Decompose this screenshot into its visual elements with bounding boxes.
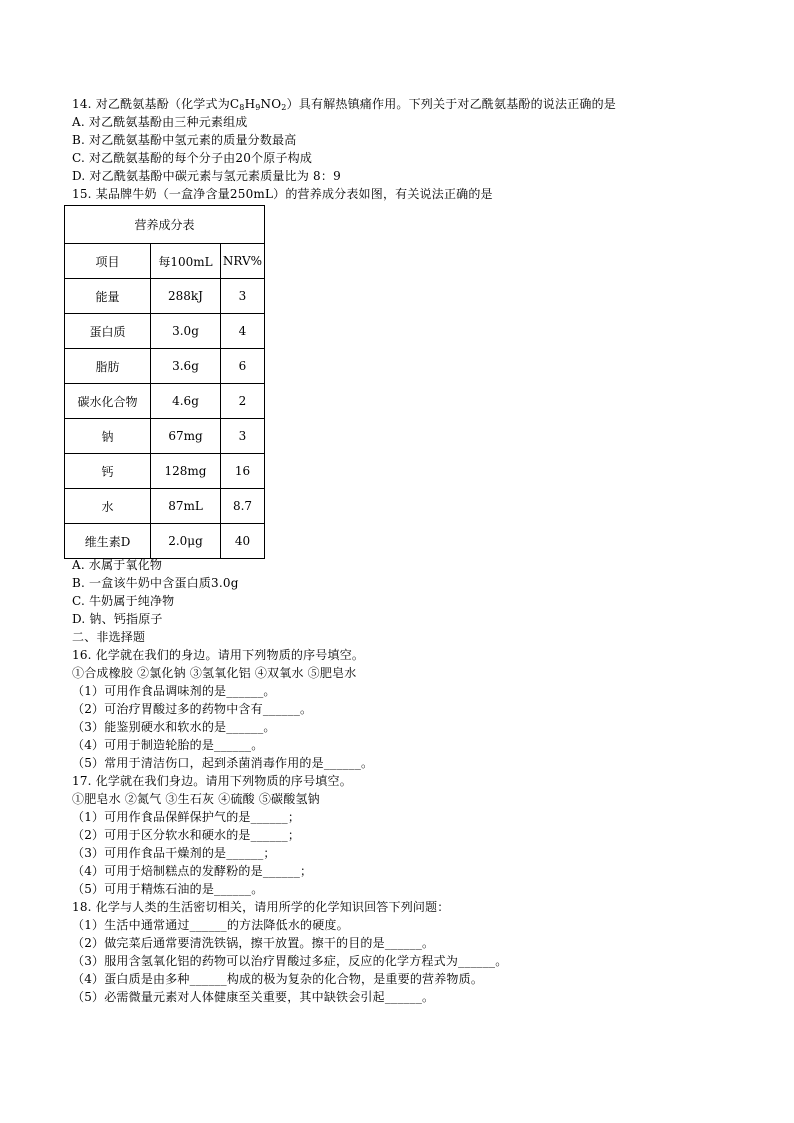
q14-option-b: B. 对乙酰氨基酚中氢元素的质量分数最高 (72, 133, 297, 147)
q14-option-c: C. 对乙酰氨基酚的每个分子由20个原子构成 (72, 151, 313, 165)
q15-stem: 15. 某品牌牛奶（一盒净含量250mL）的营养成分表如图，有关说法正确的是 (72, 187, 493, 201)
q17-item-5: （5）可用于精炼石油的是______。 (72, 882, 264, 896)
q18-stem: 18. 化学与人类的生活密切相关，请用所学的化学知识回答下列问题： (72, 900, 450, 914)
cell-amount: 2.0μg (151, 524, 221, 559)
formula-sub-8: 8 (239, 103, 245, 112)
table-row (65, 279, 265, 314)
q17-stem: 17. 化学就在我们身边。请用下列物质的序号填空。 (72, 774, 352, 788)
cell-amount: 288kJ (151, 279, 221, 314)
formula-sub-2: 2 (281, 103, 287, 112)
table-row (65, 314, 265, 349)
table-row (65, 384, 265, 419)
q16-choices: ①合成橡胶 ②氯化钠 ③氢氧化铝 ④双氧水 ⑤肥皂水 (72, 666, 357, 680)
cell-nrv: 8.7 (221, 489, 265, 524)
q15-option-c: C. 牛奶属于纯净物 (72, 594, 175, 608)
q14-option-a: A. 对乙酰氨基酚由三种元素组成 (72, 115, 248, 129)
q17-item-3: （3）可用作食品干燥剂的是______； (72, 846, 276, 860)
q14-option-d: D. 对乙酰氨基酚中碳元素与氢元素质量比为 8：9 (72, 169, 341, 183)
cell-nrv: 6 (221, 349, 265, 384)
q18-item-2: （2）做完菜后通常要清洗铁锅，擦干放置。擦干的目的是______。 (72, 936, 435, 950)
q18-item-4: （4）蛋白质是由多种______构成的极为复杂的化合物，是重要的营养物质。 (72, 972, 484, 986)
cell-nrv: 3 (221, 279, 265, 314)
table-row (65, 349, 265, 384)
header-per-100ml: 每100mL (151, 244, 221, 279)
cell-item: 钠 (65, 419, 151, 454)
cell-nrv: 4 (221, 314, 265, 349)
q14-stem-pre: 14. 对乙酰氨基酚（化学式为C (72, 97, 240, 111)
cell-item: 蛋白质 (65, 314, 151, 349)
nutrition-table-header-row (65, 244, 265, 279)
q16-item-1: （1）可用作食品调味剂的是______。 (72, 684, 276, 698)
table-row (65, 419, 265, 454)
cell-item: 脂肪 (65, 349, 151, 384)
q15-option-d: D. 钠、钙指原子 (72, 612, 163, 626)
table-row (65, 489, 265, 524)
cell-nrv: 2 (221, 384, 265, 419)
formula-no: NO (260, 97, 282, 111)
cell-nrv: 3 (221, 419, 265, 454)
cell-nrv: 16 (221, 454, 265, 489)
header-nrv: NRV% (221, 244, 265, 279)
formula-sub-9: 9 (255, 103, 261, 112)
q16-stem: 16. 化学就在我们的身边。请用下列物质的序号填空。 (72, 648, 365, 662)
cell-item: 水 (65, 489, 151, 524)
cell-item: 能量 (65, 279, 151, 314)
q18-item-3: （3）服用含氢氧化铝的药物可以治疗胃酸过多症，反应的化学方程式为______。 (72, 954, 508, 968)
cell-amount: 3.0g (151, 314, 221, 349)
q16-item-2: （2）可治疗胃酸过多的药物中含有______。 (72, 702, 313, 716)
cell-amount: 128mg (151, 454, 221, 489)
cell-item: 钙 (65, 454, 151, 489)
cell-amount: 4.6g (151, 384, 221, 419)
cell-item: 维生素D (65, 524, 151, 559)
q14-stem-post: ）具有解热镇痛作用。下列关于对乙酰氨基酚的说法正确的是 (286, 97, 616, 111)
q16-item-5: （5）常用于清洁伤口，起到杀菌消毒作用的是______。 (72, 756, 374, 770)
nutrition-table-title-row (65, 206, 265, 244)
cell-amount: 3.6g (151, 349, 221, 384)
table-row (65, 524, 265, 559)
q17-item-2: （2）可用于区分软水和硬水的是______； (72, 828, 301, 842)
q15-option-a: A. 水属于氧化物 (72, 558, 163, 572)
cell-amount: 67mg (151, 419, 221, 454)
table-row (65, 454, 265, 489)
q18-item-1: （1）生活中通常通过______的方法降低水的硬度。 (72, 918, 349, 932)
q17-item-1: （1）可用作食品保鲜保护气的是______； (72, 810, 301, 824)
formula-h: H (244, 97, 256, 111)
nutrition-table-title: 营养成分表 (65, 206, 265, 244)
q17-choices: ①肥皂水 ②氮气 ③生石灰 ④硫酸 ⑤碳酸氢钠 (72, 792, 320, 806)
cell-item: 碳水化合物 (65, 384, 151, 419)
header-item: 项目 (65, 244, 151, 279)
q16-item-3: （3）能鉴别硬水和软水的是______。 (72, 720, 276, 734)
q16-item-4: （4）可用于制造轮胎的是______。 (72, 738, 264, 752)
nutrition-table (64, 205, 265, 559)
section-heading: 二、非选择题 (72, 630, 146, 644)
q17-item-4: （4）可用于焙制糕点的发酵粉的是______； (72, 864, 313, 878)
cell-amount: 87mL (151, 489, 221, 524)
q15-option-b: B. 一盒该牛奶中含蛋白质3.0g (72, 576, 239, 590)
q18-item-5: （5）必需微量元素对人体健康至关重要，其中缺铁会引起______。 (72, 990, 435, 1004)
cell-nrv: 40 (221, 524, 265, 559)
